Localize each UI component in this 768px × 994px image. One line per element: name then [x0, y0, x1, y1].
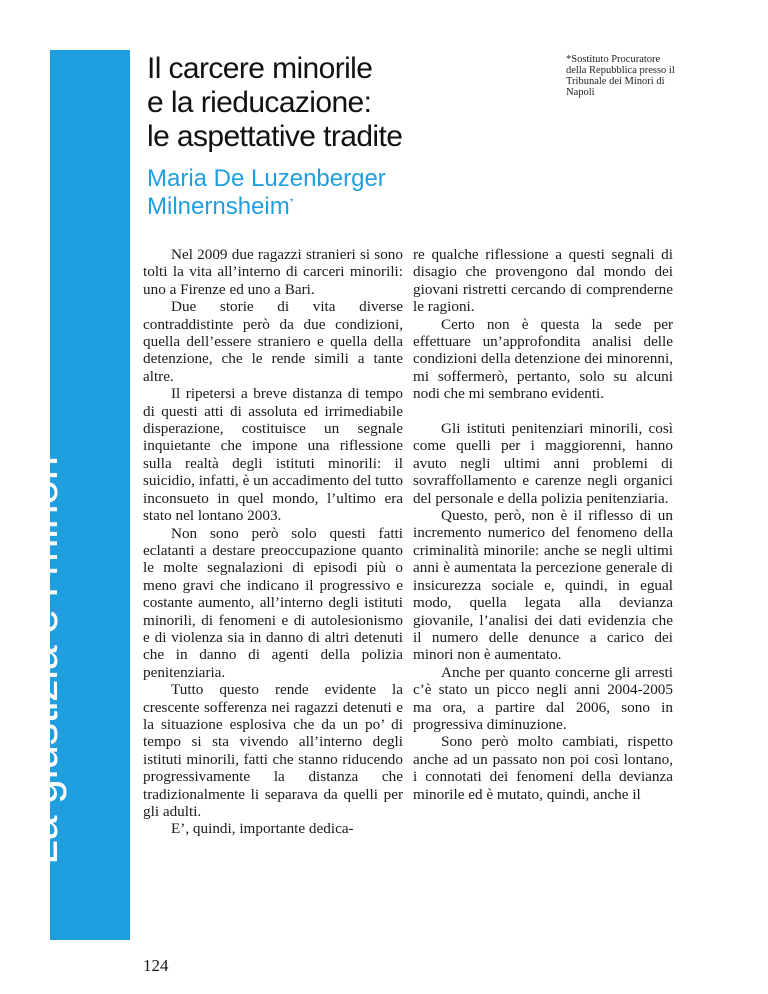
- paragraph: Nel 2009 due ragazzi stranieri si sono tolti la vita all’interno di carceri minorili: uno a Firenze ed uno a Bari.: [143, 246, 403, 298]
- paragraph: Il ripetersi a breve distanza di tempo di questi atti di assoluta ed irrimediabile disperazione, costituisce un segnale inquietante che impone una riflessione sulla realtà degli istituti minorili: il suicidio, infatti, è un accadimento del tutto inconsueto in quel mondo, l’ultimo era stato nel lontano 2003.: [143, 385, 403, 525]
- section-title: La giustizia e i minori: [16, 456, 67, 865]
- author-footnote: *Sostituto Procuratore della Repubblica presso il Tribunale dei Minori di Napoli: [566, 54, 675, 98]
- article-title-line: Il carcere minorile: [147, 52, 373, 85]
- paragraph: Anche per quanto concerne gli arresti c’è stato un picco negli anni 2004-2005 ma ora, a partire dal 2006, sono in progressiva diminuzione.: [413, 663, 673, 733]
- paragraph: Gli istituti penitenziari minorili, così come quelli per i maggiorenni, hanno avuto negli ultimi anni problemi di sovraffollamento e carenze negli organici del personale e della polizia penitenziaria.: [413, 420, 673, 507]
- text-column-left: [143, 246, 403, 838]
- paragraph: Sono però molto cambiati, rispetto anche ad un passato non poi così lontano, i connotati dei fenomeni della devianza minorile ed è mutato, quindi, anche il: [413, 733, 673, 803]
- author-name-line1: Maria De Luzenberger: [147, 165, 386, 192]
- author-name-line2: [147, 193, 386, 221]
- article-title-line: le aspettative tradite: [147, 120, 403, 153]
- paragraph: E’, quindi, importante dedica-: [171, 820, 354, 838]
- paragraph: Certo non è questa la sede per effettuare un’approfondita analisi delle condizioni della detenzione dei minorenni, mi soffermerò, pertanto, solo su alcuni nodi che mi sembrano evidenti.: [413, 315, 673, 403]
- article-title: [147, 52, 402, 154]
- paragraph: Due storie di vita diverse contraddistinte però da due condizioni, quella dell’essere straniero e quella della detenzione, che le rende simili a tante altre.: [143, 298, 403, 385]
- footnote-mark: *: [289, 197, 294, 208]
- article-author: [147, 165, 386, 221]
- paragraph: re qualche riflessione a questi segnali di disagio che provengono dal mondo dei giovani ristretti cercando di comprenderne le ragioni.: [413, 246, 673, 316]
- page-number: 124: [143, 956, 169, 975]
- article-title-line: e la rieducazione:: [147, 86, 372, 119]
- text-column-right: [413, 246, 673, 803]
- paragraph: Tutto questo rende evidente la crescente sofferenza nei ragazzi detenuti e la situazione esplosiva che da un po’ di tempo si sta vivendo all’interno degli istituti minorili, fatti che stanno riducendo progressivamente la distanza che tradizionalmente li separava da quelli per gli adulti.: [143, 681, 403, 820]
- paragraph: Non sono però solo questi fatti eclatanti a destare preoccupazione quanto le molte segnalazioni di episodi più o meno gravi che indicano il progressivo e costante aumento, all’interno degli istituti minorili, di fenomeni e di autolesionismo e di violenza sia in danno di altri detenuti che in danno di agenti della polizia penitenziaria.: [143, 524, 403, 681]
- author-surname: Milnernsheim: [147, 193, 290, 220]
- paragraph: Questo, però, non è il riflesso di un incremento numerico del fenomeno della criminalità minorile: anche se negli ultimi anni è aumentata la percezione generale di insicurezza sociale e, quindi, in egual modo, quella legata alla devianza giovanile, l’analisi dei dati evidenzia che il numero delle denunce a carico dei minori non è aumentato.: [413, 507, 673, 664]
